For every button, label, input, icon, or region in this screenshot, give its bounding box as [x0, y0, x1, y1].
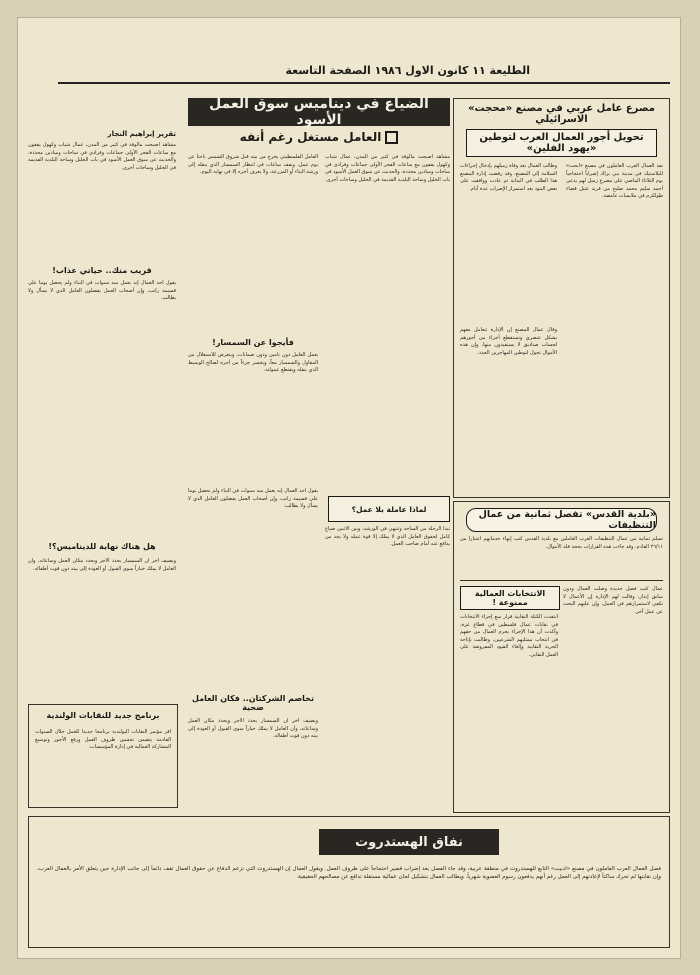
- bulletin-headline: برنامج جديد للنقابات الولندية: [46, 711, 160, 720]
- bottom-headline: نفاق الهستدروت: [319, 829, 499, 855]
- elections-headline: الانتخابات العمالية ممنوعة !: [460, 586, 560, 610]
- sidebar-wage-kicker: مصرع عامل عربي في مصنع «محجت» الاسرائيلي: [468, 103, 655, 125]
- newspaper-page: [18, 18, 680, 958]
- lead-body-4: تبدأ الرحلة من الساحة وتنتهي في الورشة، وبين الاثنين ضياع كامل لحقوق العامل الذي لا يملك إلا قوة عمله ولا يجد من يدافع عنه أمام صاحب العمل.: [325, 526, 450, 548]
- left-body-2: يقول أحد العمال إنه يعمل منذ سنوات في البناء ولم يحصل يوماً على قسيمة راتب، وإن أصحاب العمل يفضلون العامل الذي لا يسأل ولا يطالب.: [28, 280, 176, 302]
- lead-subhead-3: هل هناك نهاية للديناميس؟!: [48, 542, 156, 551]
- lead-subheadline-wrap: [188, 130, 450, 144]
- sidebar-wage-box: [453, 98, 670, 498]
- lead-byline: تقرير إبراهيم النجار: [107, 130, 176, 138]
- lead-subhead-4: لماذا عاملة بلا عمل؟: [328, 496, 450, 522]
- lead-subhead-2: قريب منك.. حياتي عذاب!: [52, 266, 152, 275]
- bottom-story-box: [28, 816, 670, 948]
- sidebar-jerusalem-headline: «بلدية القدس» تفصل ثمانية من عمال التنظيفات: [466, 508, 657, 532]
- bullet-square-icon: [385, 131, 398, 144]
- left-body-1: مشاهد أصبحت مألوفة في كثير من المدن، عمال شباب وكهول يقفون مع ساعات الفجر الأولى جماعات وفرادى في ساحات وميادين محددة، والحديث عن سوق العمل الأسود في باب الخليل وساحة البلدية القديمة في الخليل وساحات أخرى.: [28, 142, 176, 171]
- sidebar-jerusalem-box: [453, 501, 670, 813]
- sidebar-wage-headline: تحويل أجور العمال العرب لتوطين «يهود الفلين»: [466, 129, 657, 157]
- lead-body-3: يعمل العامل دون تأمين ودون ضمانات، ويتعرض للاستغلال من المقاول والسمسار معاً، ويخسر جزءاً من أجره لصالح الوسيط الذي ينقله ويقتطع عمولته.: [188, 352, 318, 374]
- lead-body-6: ويضيف آخر أن السمسار يحدد الأجر ويحدد مكان العمل وساعاته، وأن العامل لا يملك خياراً سوى القبول أو العودة إلى بيته دون قوت أطفاله.: [188, 718, 318, 740]
- sidebar-jerusalem-body-1: عمال كتب فصل جديدة وصلت العمال ودون سابق إنذار، وقالت لهم الإدارة إن الأعمال لا تكفي لاستمرارهم في العمل، وإن عليهم البحث عن عمل آخر.: [563, 586, 663, 615]
- bottom-body: فصل العمال العرب العاملون في مصنع «ادبيت» التابع للهستدروت في منطقة عربية، وقد جاء الفصل بعد إضراب قصير احتجاجاً على ظروف العمل. ويقول العمال إن الهستدروت التي تزعم الدفاع عن حقوق العمال تقف دائماً إلى جانب الإدارة حين يتعلق الأمر بالعمال العرب، وإن نقابتها لم تحرك ساكناً لإعادتهم إلى العمل رغم أنهم يدفعون رسوم العضوية شهرياً. ويطالب العمال بتشكيل لجان عمالية مستقلة تدافع عن مصالحهم الحقيقية.: [37, 866, 661, 880]
- sidebar-jerusalem-intro: تسلم ثمانية من عمال التنظيفات العرب العاملين مع بلدية القدس كتب إنهاء خدماتهم اعتباراً من ٢٦/١١ القادم، وقد جاءت هذه القرارات بحجة قلة الأموال.: [460, 536, 663, 550]
- lead-subhead-5: تخاصم الشركتان.. فكان العامل ضحية: [192, 694, 314, 712]
- left-body-3: ويضيف آخر أن السمسار يحدد الأجر ويحدد مكان العمل وساعاته، وأن العامل لا يملك خياراً سوى القبول أو العودة إلى بيته دون قوت أطفاله.: [28, 558, 176, 572]
- masthead-line: الطليعة ١١ كانون الاول ١٩٨٦ الصفحة التاسعة: [285, 63, 530, 77]
- sidebar-wage-body-3: وقال عمال المصنع إن الإدارة تتعامل معهم بشكل عنصري وتستقطع أجزاء من أجورهم لحساب صناديق لا يستفيدون منها، وإن هذه الأموال تحول لتوطين المهاجرين الجدد.: [460, 327, 557, 356]
- lead-body-1: مشاهد أصبحت مألوفة في كثير من المدن، عمال شباب وكهول يقفون مع ساعات الفجر الأولى جماعات وفرادى في ساحات وميادين محددة، والحديث عن سوق العمل الأسود في باب الخليل وساحة البلدية القديمة في الخليل وساحات أخرى.: [325, 154, 450, 183]
- bulletin-body: أقر مؤتمر النقابات البولندية برنامجاً جديداً للعمل خلال السنوات القادمة يتضمن تحسين ظروف العمل ورفع الأجور وتوسيع المشاركة العمالية في إدارة المؤسسات.: [35, 729, 171, 751]
- elections-body: انتقدت الكتلة النقابية قرار منع إجراء الانتخابات في نقابات عمال فلسطين في قطاع غزة، وأكدت أن هذا الإجراء يحرم العمال من حقهم في انتخاب ممثليهم الشرعيين، وطالبت بإتاحة الحرية النقابية وإلغاء القيود المفروضة على العمل النقابي.: [460, 614, 558, 658]
- lead-subhead-1: فأيجوا عن السمسار!: [212, 338, 294, 347]
- lead-headline: الضياع في ديناميس سوق العمل الأسود: [188, 98, 450, 126]
- bulletin-box: [28, 704, 178, 808]
- lead-body-2: العامل الفلسطيني يخرج من بيته قبل شروق الشمس باحثاً عن يوم عمل، ويقف ساعات في انتظار السمسار الذي ينقله إلى ورشة البناء أو المزرعة، ولا يعرف أجره إلا في نهاية اليوم.: [188, 154, 318, 176]
- lead-body-5: يقول أحد العمال إنه يعمل منذ سنوات في البناء ولم يحصل يوماً على قسيمة راتب، وإن أصحاب العمل يفضلون العامل الذي لا يسأل ولا يطالب.: [188, 488, 318, 510]
- page-masthead: [58, 58, 670, 84]
- sidebar-wage-body-2: وطالب العمال بعد وفاة زميلهم بإدخال إجراءات السلامة إلى المصنع، وقد رفضت إدارة المصنع هذا الطلب في البداية ثم عادت ووافقت على بعض البنود بعد استمرار الإضراب عدة أيام.: [460, 163, 557, 192]
- sidebar-wage-body-1: نفذ العمال العرب العاملون في مصنع «ابحت» للبلاستيك في مدينة بني براك إضراباً احتجاجياً يوم الثلاثاء الماضي على مصرع زميل لهم يدعى أحمد سليم محمد صليح من قرية عتيل قضاء طولكرم في ملابسات غامضة.: [566, 163, 663, 200]
- lead-subheadline: العامل مستغل رغم أنفه: [239, 130, 382, 144]
